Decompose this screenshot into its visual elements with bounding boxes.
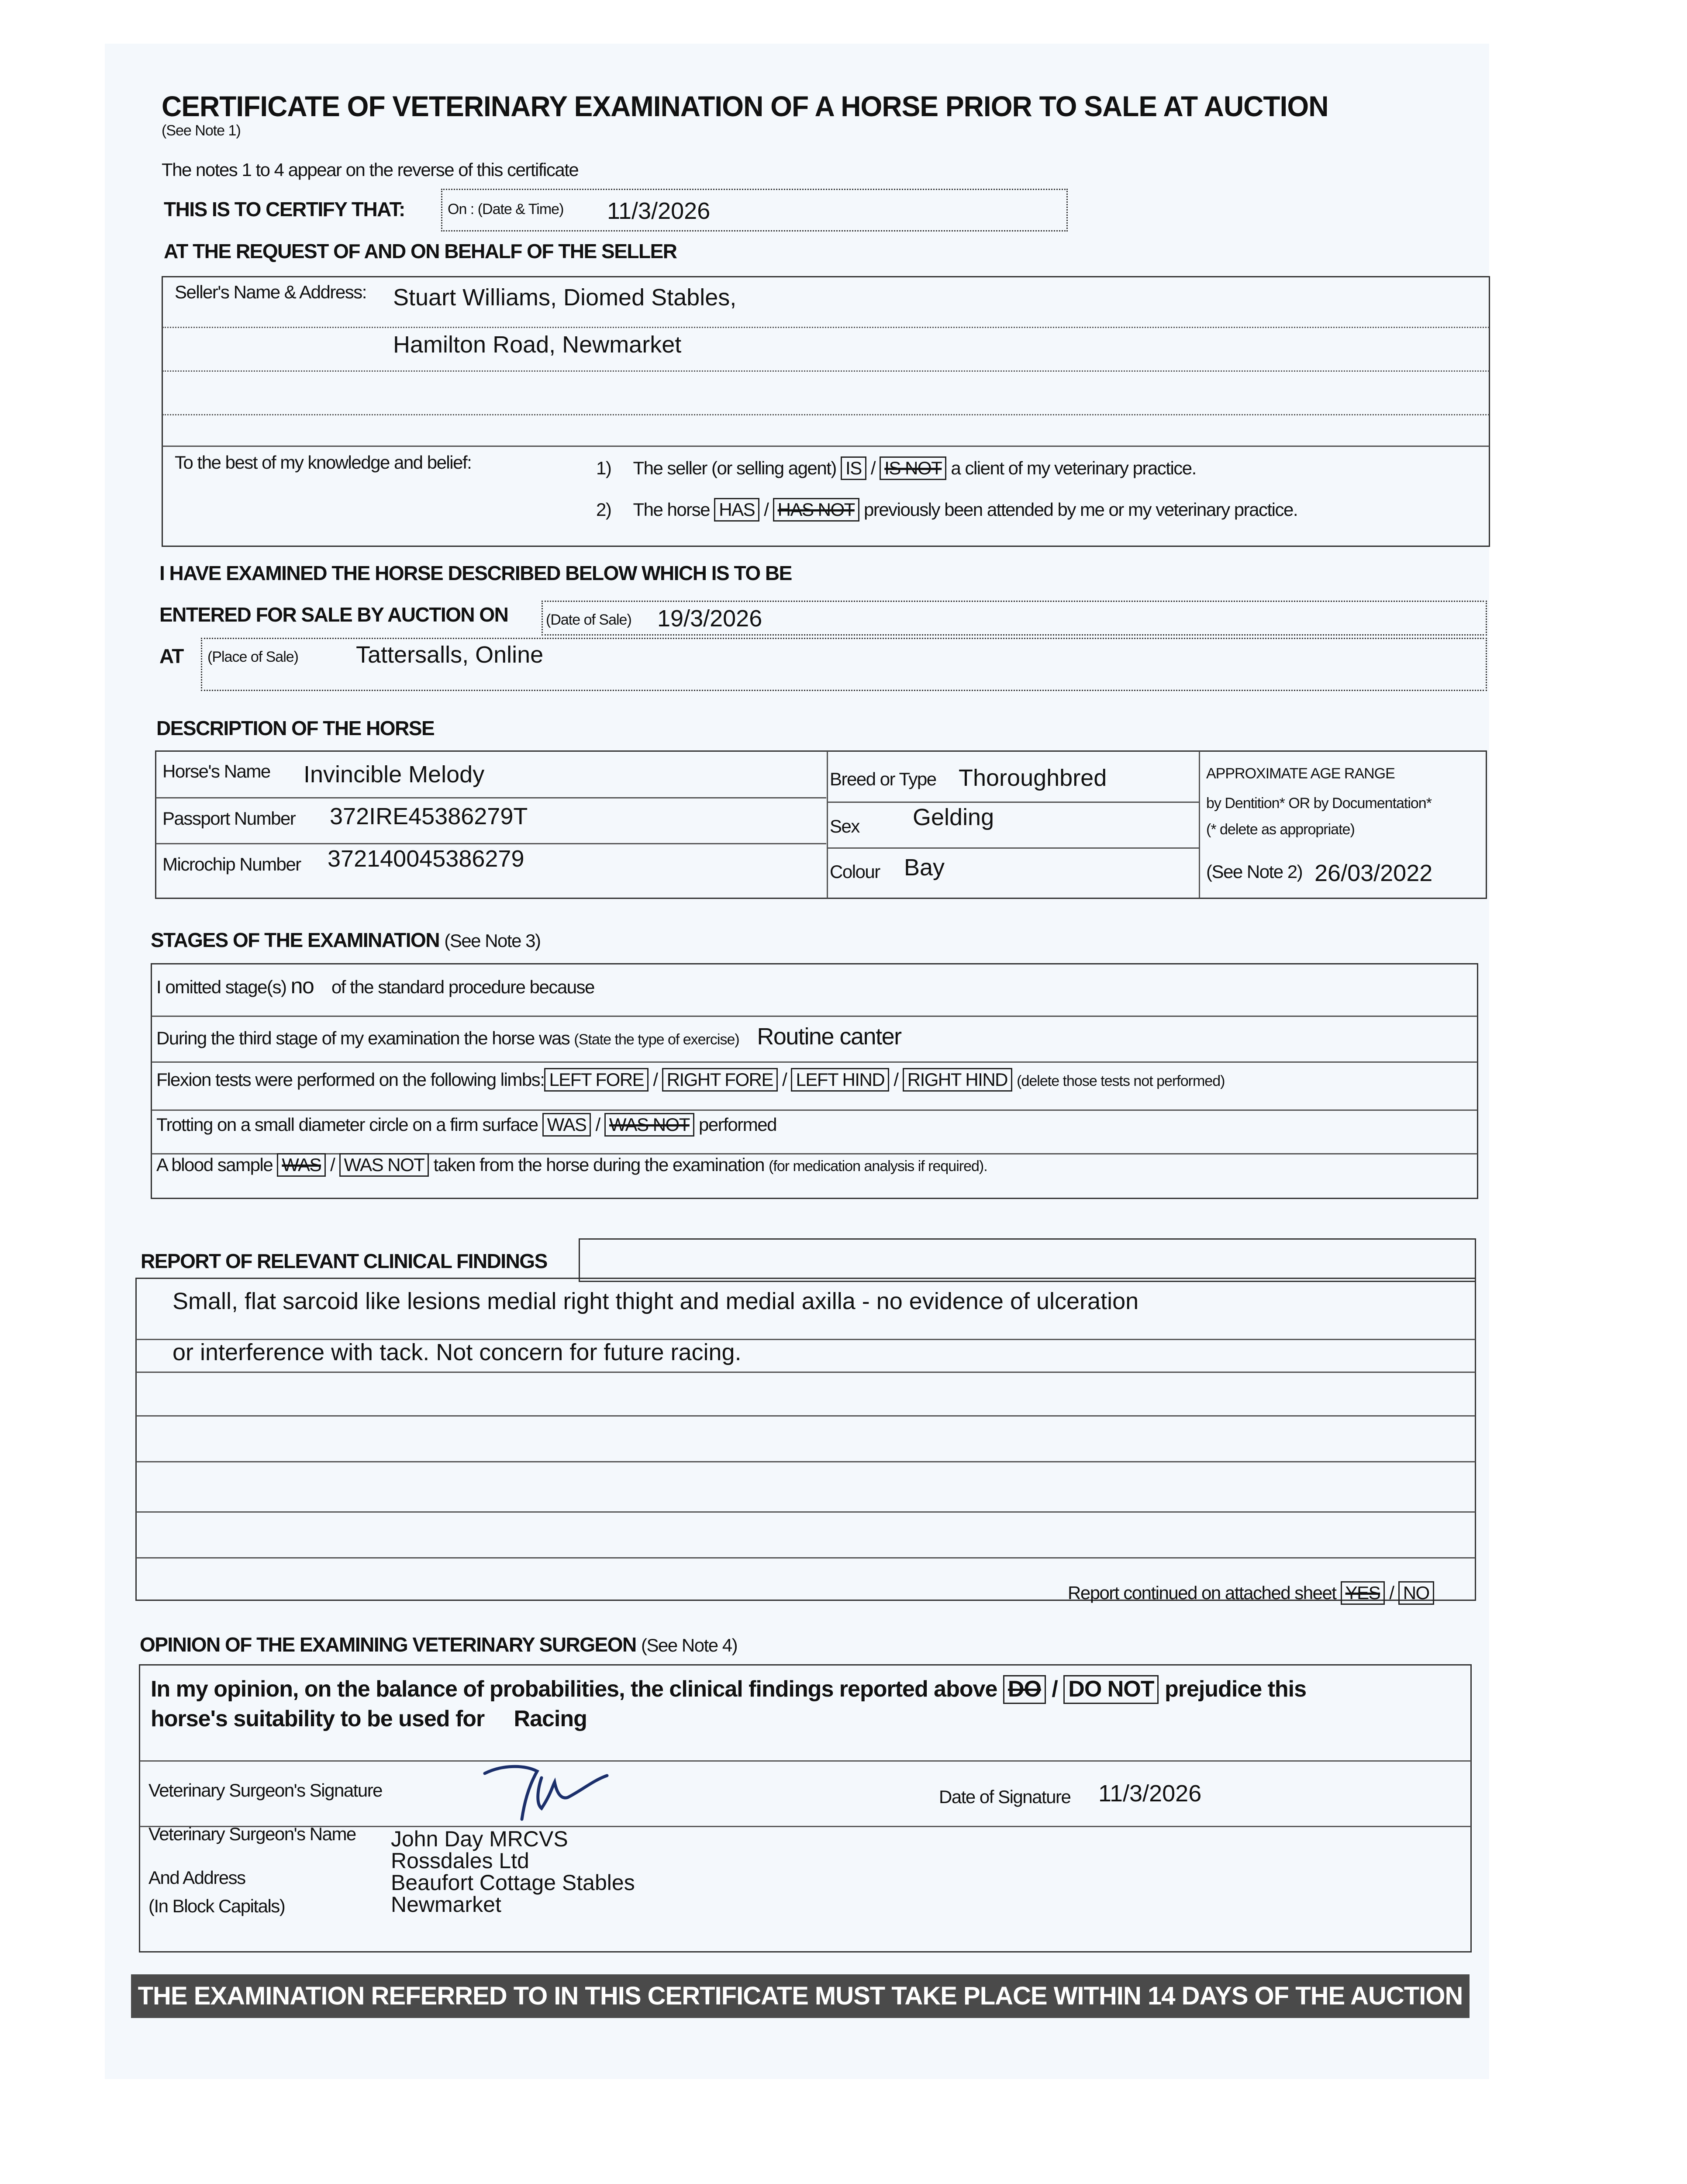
footer-notice: THE EXAMINATION REFERRED TO IN THIS CERTIFICATE MUST TAKE PLACE WITHIN 14 DAYS OF THE AUCTION (138, 1982, 1463, 2010)
statement-1: 1) The seller (or selling agent) IS / IS NOT a client of my veterinary practice. (596, 456, 1196, 480)
examined-heading: I HAVE EXAMINED THE HORSE DESCRIBED BELOW WHICH IS TO BE (159, 562, 792, 584)
certify-label: THIS IS TO CERTIFY THAT: (164, 198, 405, 221)
sex-value: Gelding (913, 804, 994, 830)
block-capitals-label: (In Block Capitals) (148, 1896, 285, 1916)
description-heading: DESCRIPTION OF THE HORSE (156, 717, 435, 740)
report-continued-row: Report continued on attached sheet YES / NO (1068, 1581, 1434, 1605)
sale-date-label: (Date of Sale) (546, 612, 631, 628)
findings-line-2: or interference with tack. Not concern for future racing. (172, 1339, 742, 1365)
date-of-signature-value: 11/3/2026 (1098, 1780, 1202, 1807)
surgeon-name-line-3: Beaufort Cottage Stables (391, 1870, 635, 1895)
seller-address-line-2: Hamilton Road, Newmarket (393, 332, 682, 358)
omitted-stage-value: no (290, 974, 314, 998)
surgeon-name-label: Veterinary Surgeon's Name (148, 1824, 356, 1844)
age-note-ref: (See Note 2) (1206, 861, 1303, 882)
opinion-statement-line-1: In my opinion, on the balance of probabilities, the clinical findings reported above DO / DO NOT prejudice this (151, 1675, 1306, 1704)
seller-section-heading: AT THE REQUEST OF AND ON BEHALF OF THE SELLER (164, 240, 677, 263)
blood-sample-row: A blood sample WAS / WAS NOT taken from the horse during the examination (for medication analysis if required). (156, 1153, 987, 1177)
knowledge-label: To the best of my knowledge and belief: (175, 452, 472, 473)
at-label: AT (159, 645, 183, 667)
option-do-not[interactable]: DO NOT (1063, 1675, 1159, 1704)
flexion-left-fore[interactable]: LEFT FORE (544, 1068, 649, 1092)
veterinary-signature (476, 1756, 624, 1821)
address-label: And Address (148, 1867, 245, 1888)
third-stage-row: During the third stage of my examination the horse was (State the type of exercise) Routine canter (156, 1023, 901, 1050)
continued-no[interactable]: NO (1398, 1581, 1434, 1605)
horse-name-value: Invincible Melody (304, 761, 485, 788)
certify-date-value: 11/3/2026 (607, 198, 711, 224)
age-value: 26/03/2022 (1314, 860, 1433, 886)
blood-was-not[interactable]: WAS NOT (339, 1153, 429, 1177)
certify-date-label: On : (Date & Time) (448, 201, 564, 218)
flexion-right-fore[interactable]: RIGHT FORE (662, 1068, 778, 1092)
microchip-value: 372140045386279 (328, 846, 524, 872)
stages-heading: STAGES OF THE EXAMINATION (See Note 3) (151, 929, 541, 951)
third-stage-value: Routine canter (757, 1023, 901, 1050)
sale-date-value: 19/3/2026 (657, 605, 762, 632)
intended-use-value: Racing (514, 1706, 587, 1731)
trotting-row: Trotting on a small diameter circle on a firm surface WAS / WAS NOT performed (156, 1113, 776, 1137)
notes-reference: The notes 1 to 4 appear on the reverse of this certificate (162, 159, 579, 180)
colour-value: Bay (904, 854, 945, 881)
opinion-statement-line-2: horse's suitability to be used for Racing (151, 1706, 587, 1731)
age-range-label: APPROXIMATE AGE RANGE (1206, 765, 1395, 782)
sex-label: Sex (830, 816, 859, 836)
date-of-signature-label: Date of Signature (939, 1787, 1071, 1807)
findings-heading: REPORT OF RELEVANT CLINICAL FINDINGS (141, 1250, 547, 1272)
option-has[interactable]: HAS (714, 498, 759, 522)
surgeon-name-address (391, 1828, 635, 1915)
passport-value: 372IRE45386279T (330, 803, 528, 829)
surgeon-name-line-2: Rossdales Ltd (391, 1849, 529, 1873)
title-note: (See Note 1) (162, 122, 241, 139)
age-delete-note: (* delete as appropriate) (1206, 821, 1355, 838)
passport-label: Passport Number (162, 808, 296, 829)
entered-for-sale-label: ENTERED FOR SALE BY AUCTION ON (159, 603, 508, 626)
trotting-was[interactable]: WAS (542, 1113, 591, 1137)
surgeon-name-line-4: Newmarket (391, 1892, 501, 1917)
omitted-stage-row: I omitted stage(s) no of the standard procedure because (156, 974, 594, 998)
opinion-heading: OPINION OF THE EXAMINING VETERINARY SURGEON (See Note 4) (140, 1633, 738, 1656)
findings-box (135, 1278, 1476, 1601)
findings-line-1: Small, flat sarcoid like lesions medial right thight and medial axilla - no evidence of ulceration (172, 1288, 1139, 1314)
trotting-was-not[interactable]: WAS NOT (604, 1113, 694, 1137)
flexion-row: Flexion tests were performed on the following limbs: LEFT FORE / RIGHT FORE / LEFT HIND / RIGHT HIND (delete those tests not performed) (156, 1068, 1225, 1092)
continued-yes[interactable]: YES (1341, 1581, 1385, 1605)
blood-was[interactable]: WAS (277, 1153, 326, 1177)
seller-address-line-1: Stuart Williams, Diomed Stables, (393, 284, 737, 311)
signature-label: Veterinary Surgeon's Signature (148, 1780, 383, 1800)
age-method-label: by Dentition* OR by Documentation* (1206, 795, 1432, 812)
option-do[interactable]: DO (1003, 1675, 1046, 1704)
colour-label: Colour (830, 861, 880, 882)
horse-name-label: Horse's Name (162, 761, 270, 781)
sale-place-label: (Place of Sale) (207, 649, 298, 665)
option-has-not[interactable]: HAS NOT (773, 498, 859, 522)
statement-2: 2) The horse HAS / HAS NOT previously been attended by me or my veterinary practice. (596, 498, 1297, 522)
flexion-left-hind[interactable]: LEFT HIND (791, 1068, 889, 1092)
sale-place-value: Tattersalls, Online (356, 642, 544, 668)
flexion-right-hind[interactable]: RIGHT HIND (903, 1068, 1012, 1092)
certificate-title: CERTIFICATE OF VETERINARY EXAMINATION OF A HORSE PRIOR TO SALE AT AUCTION (162, 90, 1328, 122)
breed-value: Thoroughbred (959, 765, 1107, 791)
breed-label: Breed or Type (830, 769, 936, 789)
surgeon-name-line-1: John Day MRCVS (391, 1827, 568, 1851)
microchip-label: Microchip Number (162, 854, 301, 874)
option-is[interactable]: IS (841, 456, 866, 480)
seller-name-label: Seller's Name & Address: (175, 282, 366, 302)
option-is-not[interactable]: IS NOT (880, 456, 946, 480)
